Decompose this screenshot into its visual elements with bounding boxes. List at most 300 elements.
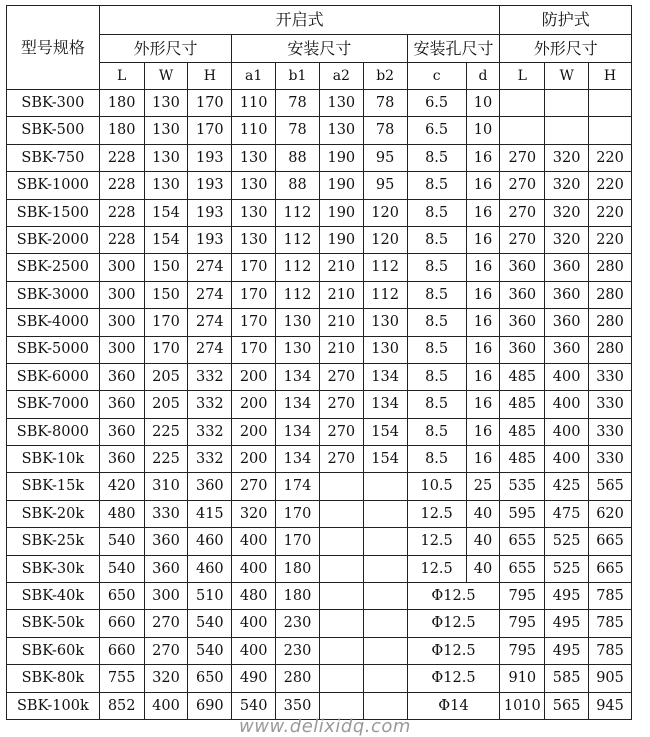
table-cell: 495 — [545, 583, 589, 610]
table-cell: 130 — [319, 117, 363, 144]
table-cell: 200 — [232, 391, 276, 418]
table-cell: 320 — [232, 500, 276, 527]
table-cell — [363, 665, 407, 692]
table-cell: 8.5 — [407, 144, 466, 171]
table-cell: 360 — [99, 418, 144, 445]
table-cell: 130 — [144, 90, 188, 117]
table-cell: 40 — [466, 528, 500, 555]
model-cell: SBK-80k — [7, 665, 100, 692]
table-cell: 180 — [276, 583, 320, 610]
table-cell: 8.5 — [407, 199, 466, 226]
table-cell: 130 — [144, 144, 188, 171]
model-cell: SBK-100k — [7, 692, 100, 719]
table-cell: 154 — [144, 226, 188, 253]
table-cell — [319, 500, 363, 527]
model-cell: SBK-10k — [7, 446, 100, 473]
table-cell: 112 — [276, 226, 320, 253]
table-cell — [319, 528, 363, 555]
table-cell: 193 — [188, 199, 232, 226]
table-cell — [363, 637, 407, 664]
table-cell — [319, 637, 363, 664]
protective-outer-dimensions-header: 外形尺寸 — [500, 35, 632, 63]
table-cell: 280 — [589, 309, 632, 336]
model-cell: SBK-50k — [7, 610, 100, 637]
table-cell: 228 — [99, 172, 144, 199]
table-cell: Φ12.5 — [407, 610, 500, 637]
table-cell: 274 — [188, 281, 232, 308]
table-cell: 270 — [144, 610, 188, 637]
table-cell: Φ14 — [407, 692, 500, 719]
table-row — [7, 172, 632, 199]
table-cell: 332 — [188, 446, 232, 473]
table-cell — [589, 117, 632, 144]
table-cell — [319, 473, 363, 500]
table-cell: 210 — [319, 281, 363, 308]
table-cell: 485 — [500, 418, 545, 445]
table-cell: 360 — [99, 391, 144, 418]
table-cell: 10 — [466, 90, 500, 117]
table-cell: 485 — [500, 446, 545, 473]
table-cell: 112 — [363, 254, 407, 281]
model-cell: SBK-4000 — [7, 309, 100, 336]
table-cell: 650 — [188, 665, 232, 692]
column-header: H — [589, 63, 632, 90]
table-cell: 8.5 — [407, 391, 466, 418]
table-cell: 400 — [545, 363, 589, 390]
table-cell: 180 — [276, 555, 320, 582]
table-cell: 360 — [144, 528, 188, 555]
table-row — [7, 665, 632, 692]
model-cell: SBK-750 — [7, 144, 100, 171]
table-cell: 12.5 — [407, 500, 466, 527]
column-header: b2 — [363, 63, 407, 90]
column-header: H — [188, 63, 232, 90]
table-cell: 134 — [276, 418, 320, 445]
table-cell: 360 — [500, 281, 545, 308]
table-cell: 910 — [500, 665, 545, 692]
table-cell: 785 — [589, 583, 632, 610]
table-cell: 190 — [319, 172, 363, 199]
model-cell: SBK-2500 — [7, 254, 100, 281]
spec-table — [6, 5, 632, 720]
model-cell: SBK-1500 — [7, 199, 100, 226]
table-cell: 193 — [188, 172, 232, 199]
table-cell: 95 — [363, 172, 407, 199]
table-cell: 228 — [99, 226, 144, 253]
column-header: c — [407, 63, 466, 90]
table-cell: 360 — [99, 363, 144, 390]
table-cell — [363, 473, 407, 500]
table-cell: 170 — [144, 309, 188, 336]
table-row — [7, 418, 632, 445]
table-cell: 540 — [99, 555, 144, 582]
table-cell: 270 — [319, 363, 363, 390]
table-cell: 270 — [500, 144, 545, 171]
table-cell: 852 — [99, 692, 144, 719]
table-cell: Φ12.5 — [407, 583, 500, 610]
model-cell: SBK-300 — [7, 90, 100, 117]
model-cell: SBK-5000 — [7, 336, 100, 363]
table-cell: 210 — [319, 309, 363, 336]
table-cell — [319, 555, 363, 582]
table-cell: 665 — [589, 528, 632, 555]
table-cell: 755 — [99, 665, 144, 692]
model-cell: SBK-20k — [7, 500, 100, 527]
table-cell — [319, 583, 363, 610]
column-header: b1 — [276, 63, 320, 90]
table-cell: 154 — [363, 418, 407, 445]
table-cell: 525 — [545, 528, 589, 555]
table-cell: 78 — [276, 117, 320, 144]
table-cell: 270 — [500, 226, 545, 253]
table-cell: 360 — [144, 555, 188, 582]
table-cell: 228 — [99, 144, 144, 171]
table-cell: 330 — [589, 446, 632, 473]
table-cell: 280 — [589, 336, 632, 363]
table-cell: 360 — [188, 473, 232, 500]
table-cell: 220 — [589, 172, 632, 199]
column-header: L — [99, 63, 144, 90]
table-cell: Φ12.5 — [407, 637, 500, 664]
table-cell: 16 — [466, 199, 500, 226]
table-cell: 280 — [589, 281, 632, 308]
table-cell: 130 — [276, 309, 320, 336]
table-cell: 190 — [319, 144, 363, 171]
table-cell: 180 — [99, 117, 144, 144]
table-cell: 130 — [144, 117, 188, 144]
table-cell: 620 — [589, 500, 632, 527]
table-cell: 540 — [232, 692, 276, 719]
table-cell — [319, 610, 363, 637]
table-cell — [500, 90, 545, 117]
table-cell: 320 — [545, 226, 589, 253]
table-cell: 120 — [363, 226, 407, 253]
table-cell: 485 — [500, 391, 545, 418]
table-cell: 170 — [144, 336, 188, 363]
table-cell: 332 — [188, 363, 232, 390]
table-cell: 10.5 — [407, 473, 466, 500]
table-cell — [500, 117, 545, 144]
table-cell: 134 — [363, 391, 407, 418]
model-cell: SBK-2000 — [7, 226, 100, 253]
table-cell: 480 — [99, 500, 144, 527]
table-cell: 228 — [99, 199, 144, 226]
table-cell: 225 — [144, 418, 188, 445]
table-cell: 6.5 — [407, 117, 466, 144]
table-cell: 210 — [319, 336, 363, 363]
table-cell: 130 — [232, 172, 276, 199]
table-cell: 200 — [232, 418, 276, 445]
table-row — [7, 583, 632, 610]
table-cell: 170 — [232, 254, 276, 281]
table-cell: 8.5 — [407, 336, 466, 363]
table-cell: 400 — [232, 555, 276, 582]
table-cell: 320 — [545, 199, 589, 226]
table-row — [7, 363, 632, 390]
table-cell: 280 — [589, 254, 632, 281]
table-cell: 154 — [144, 199, 188, 226]
table-cell: 220 — [589, 199, 632, 226]
table-cell: 360 — [99, 446, 144, 473]
table-row — [7, 254, 632, 281]
table-cell: 475 — [545, 500, 589, 527]
table-cell: 400 — [545, 391, 589, 418]
table-cell: 535 — [500, 473, 545, 500]
table-cell: 170 — [232, 309, 276, 336]
table-cell: 193 — [188, 226, 232, 253]
table-cell: 270 — [319, 446, 363, 473]
table-cell: 8.5 — [407, 172, 466, 199]
table-cell: 360 — [545, 309, 589, 336]
table-cell: 130 — [276, 336, 320, 363]
table-cell: 595 — [500, 500, 545, 527]
table-row — [7, 528, 632, 555]
table-cell: 16 — [466, 391, 500, 418]
table-cell: 565 — [589, 473, 632, 500]
table-cell: 490 — [232, 665, 276, 692]
table-cell: 665 — [589, 555, 632, 582]
table-cell: 360 — [500, 309, 545, 336]
table-cell: 150 — [144, 281, 188, 308]
table-cell: 8.5 — [407, 226, 466, 253]
table-row — [7, 637, 632, 664]
table-row — [7, 90, 632, 117]
table-cell: 180 — [99, 90, 144, 117]
install-hole-dimensions-header: 安装孔尺寸 — [407, 35, 500, 63]
table-cell: 190 — [319, 199, 363, 226]
table-cell: 785 — [589, 637, 632, 664]
table-cell: 585 — [545, 665, 589, 692]
table-cell: 170 — [276, 500, 320, 527]
table-cell: 8.5 — [407, 281, 466, 308]
table-cell: 300 — [144, 583, 188, 610]
table-cell: 16 — [466, 309, 500, 336]
table-cell: 274 — [188, 254, 232, 281]
table-cell: 310 — [144, 473, 188, 500]
model-cell: SBK-8000 — [7, 418, 100, 445]
table-cell: 332 — [188, 391, 232, 418]
model-header: 型号规格 — [7, 6, 100, 90]
table-row — [7, 473, 632, 500]
table-cell — [363, 555, 407, 582]
table-cell: 200 — [232, 446, 276, 473]
table-cell: 16 — [466, 254, 500, 281]
column-header: a2 — [319, 63, 363, 90]
model-cell: SBK-1000 — [7, 172, 100, 199]
table-cell: 270 — [500, 199, 545, 226]
table-cell: 130 — [319, 90, 363, 117]
table-cell: 170 — [232, 281, 276, 308]
column-header: d — [466, 63, 500, 90]
table-cell: 360 — [545, 254, 589, 281]
table-cell: 170 — [188, 90, 232, 117]
model-cell: SBK-60k — [7, 637, 100, 664]
group-open-header: 开启式 — [99, 6, 500, 35]
watermark: www.delixidq.com — [239, 716, 411, 737]
table-cell: 270 — [500, 172, 545, 199]
table-cell: 540 — [188, 610, 232, 637]
table-cell: 540 — [99, 528, 144, 555]
table-cell: 8.5 — [407, 254, 466, 281]
table-cell: 78 — [276, 90, 320, 117]
table-cell: 332 — [188, 418, 232, 445]
table-cell: 330 — [589, 418, 632, 445]
table-cell: 88 — [276, 144, 320, 171]
table-cell — [319, 665, 363, 692]
table-cell: 360 — [545, 336, 589, 363]
table-cell: 795 — [500, 583, 545, 610]
table-cell: 330 — [589, 363, 632, 390]
group-protective-header: 防护式 — [500, 6, 632, 35]
table-cell: 460 — [188, 528, 232, 555]
table-cell: 300 — [99, 281, 144, 308]
table-cell: 120 — [363, 199, 407, 226]
table-cell: 130 — [144, 172, 188, 199]
table-cell: 220 — [589, 144, 632, 171]
table-cell: 78 — [363, 117, 407, 144]
table-cell: 400 — [545, 418, 589, 445]
table-cell: 565 — [545, 692, 589, 719]
table-cell — [589, 90, 632, 117]
table-cell: 320 — [545, 172, 589, 199]
table-cell: 320 — [144, 665, 188, 692]
table-cell: 8.5 — [407, 446, 466, 473]
table-cell — [363, 500, 407, 527]
table-cell — [545, 90, 589, 117]
table-cell: 270 — [319, 418, 363, 445]
table-cell — [363, 528, 407, 555]
table-cell: 110 — [232, 90, 276, 117]
table-cell: 360 — [500, 254, 545, 281]
table-cell: 905 — [589, 665, 632, 692]
table-cell — [363, 610, 407, 637]
model-cell: SBK-25k — [7, 528, 100, 555]
table-cell: 134 — [363, 363, 407, 390]
table-cell: 300 — [99, 336, 144, 363]
table-cell: 112 — [363, 281, 407, 308]
table-row — [7, 226, 632, 253]
table-cell: 150 — [144, 254, 188, 281]
table-cell: 350 — [276, 692, 320, 719]
table-cell: 230 — [276, 637, 320, 664]
open-outer-dimensions-header: 外形尺寸 — [99, 35, 232, 63]
table-cell: 78 — [363, 90, 407, 117]
table-cell: 88 — [276, 172, 320, 199]
table-cell: 16 — [466, 281, 500, 308]
table-cell: 130 — [232, 144, 276, 171]
table-cell: 660 — [99, 637, 144, 664]
table-cell: 8.5 — [407, 418, 466, 445]
table-row — [7, 446, 632, 473]
table-cell: 425 — [545, 473, 589, 500]
table-row — [7, 281, 632, 308]
table-row — [7, 391, 632, 418]
model-cell: SBK-6000 — [7, 363, 100, 390]
table-cell: 785 — [589, 610, 632, 637]
table-cell: 190 — [319, 226, 363, 253]
table-cell: 270 — [232, 473, 276, 500]
table-cell: 130 — [232, 226, 276, 253]
table-cell: 10 — [466, 117, 500, 144]
table-cell: 193 — [188, 144, 232, 171]
table-cell: 112 — [276, 281, 320, 308]
table-row — [7, 500, 632, 527]
column-header: W — [144, 63, 188, 90]
table-cell: 650 — [99, 583, 144, 610]
table-cell: 274 — [188, 309, 232, 336]
table-cell: 525 — [545, 555, 589, 582]
table-cell: 795 — [500, 610, 545, 637]
table-cell: 6.5 — [407, 90, 466, 117]
model-cell: SBK-500 — [7, 117, 100, 144]
table-cell: 495 — [545, 637, 589, 664]
column-header: a1 — [232, 63, 276, 90]
table-cell: 420 — [99, 473, 144, 500]
table-cell: 795 — [500, 637, 545, 664]
table-cell: 170 — [188, 117, 232, 144]
table-cell — [545, 117, 589, 144]
column-header: L — [500, 63, 545, 90]
table-row — [7, 199, 632, 226]
table-cell: 230 — [276, 610, 320, 637]
model-cell: SBK-15k — [7, 473, 100, 500]
table-cell: 205 — [144, 363, 188, 390]
install-dimensions-header: 安装尺寸 — [232, 35, 407, 63]
table-cell: 12.5 — [407, 528, 466, 555]
table-cell — [363, 583, 407, 610]
table-cell: 16 — [466, 418, 500, 445]
table-row — [7, 555, 632, 582]
table-cell: 134 — [276, 363, 320, 390]
model-cell: SBK-3000 — [7, 281, 100, 308]
table-row — [7, 309, 632, 336]
table-cell: 40 — [466, 500, 500, 527]
table-cell: 415 — [188, 500, 232, 527]
table-cell: 16 — [466, 363, 500, 390]
table-cell: 330 — [589, 391, 632, 418]
table-cell: 170 — [276, 528, 320, 555]
table-cell: 200 — [232, 363, 276, 390]
model-cell: SBK-40k — [7, 583, 100, 610]
table-cell: 220 — [589, 226, 632, 253]
table-cell: 25 — [466, 473, 500, 500]
table-cell: 360 — [500, 336, 545, 363]
table-cell: 400 — [545, 446, 589, 473]
table-cell: 460 — [188, 555, 232, 582]
table-cell: 400 — [232, 610, 276, 637]
table-cell: 40 — [466, 555, 500, 582]
table-cell: 16 — [466, 144, 500, 171]
table-cell: 154 — [363, 446, 407, 473]
table-cell: 300 — [99, 309, 144, 336]
model-cell: SBK-30k — [7, 555, 100, 582]
table-cell: 16 — [466, 172, 500, 199]
table-cell: 130 — [232, 199, 276, 226]
table-cell: 400 — [144, 692, 188, 719]
table-cell: 655 — [500, 555, 545, 582]
table-cell: 480 — [232, 583, 276, 610]
table-cell: 320 — [545, 144, 589, 171]
table-cell: 945 — [589, 692, 632, 719]
table-cell: 12.5 — [407, 555, 466, 582]
table-cell: 1010 — [500, 692, 545, 719]
table-cell: 170 — [232, 336, 276, 363]
table-cell: 300 — [99, 254, 144, 281]
table-cell: 95 — [363, 144, 407, 171]
table-cell: 134 — [276, 391, 320, 418]
table-cell: 400 — [232, 528, 276, 555]
table-row — [7, 144, 632, 171]
